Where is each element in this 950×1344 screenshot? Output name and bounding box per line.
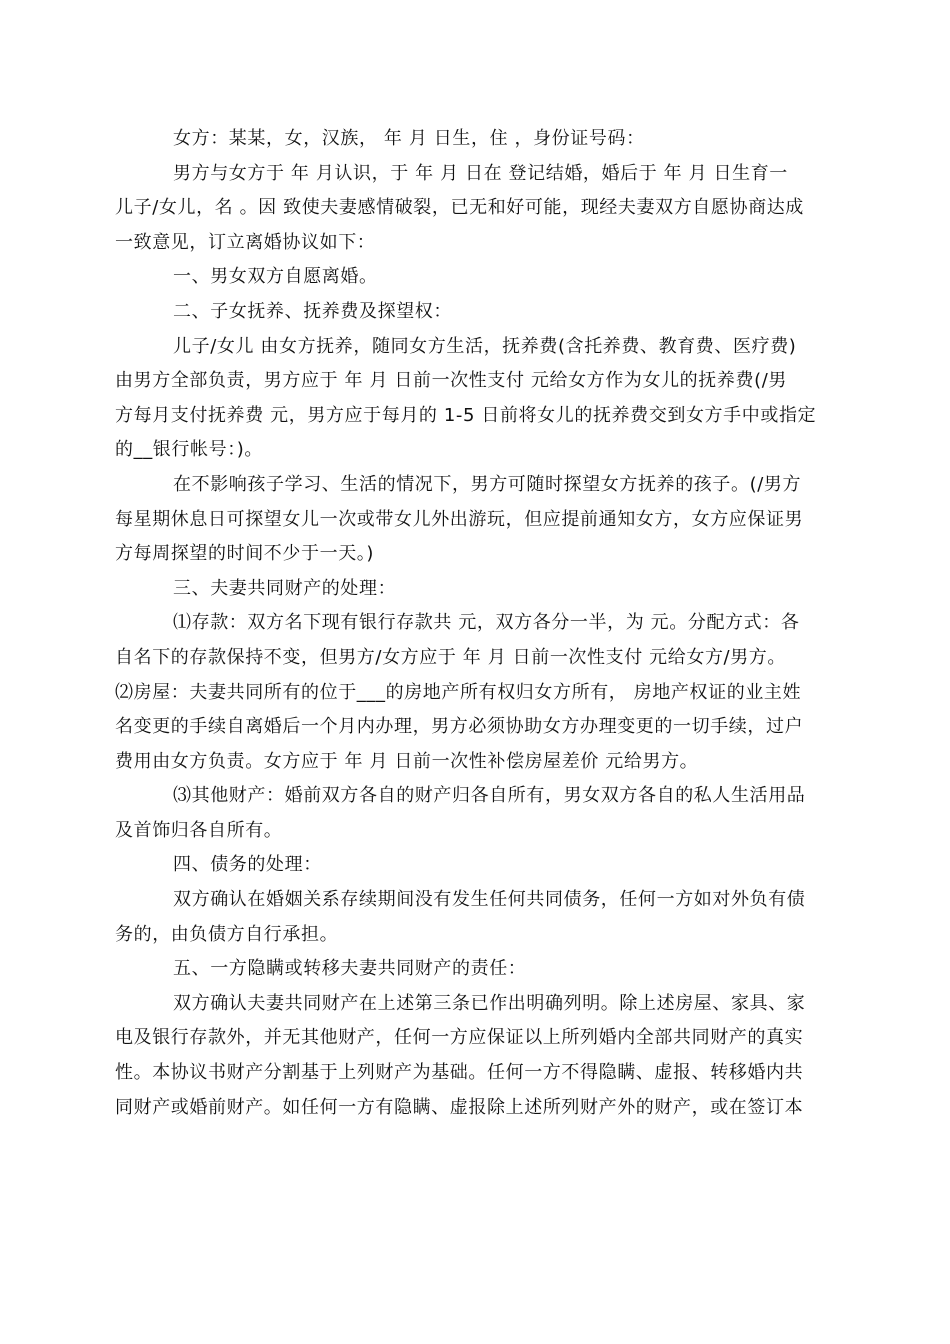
text-line: 及首饰归各自所有。	[115, 819, 283, 841]
text-line: 方每周探望的时间不少于一天。)	[115, 543, 375, 565]
text-line: 男方与女方于 年 月认识，于 年 月 日在 登记结婚，婚后于 年 月 日生育一	[173, 162, 788, 184]
text-line: ⑶其他财产：婚前双方各自的财产归各自所有，男女双方各自的私人生活用品	[173, 785, 806, 807]
paragraph-p9	[115, 676, 835, 780]
text-line: ⑵房屋：夫妻共同所有的位于___的房地产所有权归女方所有， 房地产权证的业主姓	[115, 681, 802, 703]
section-heading: 三、夫妻共同财产的处理：	[173, 577, 397, 599]
text-line: 自名下的存款保持不变，但男方/女方应于 年 月 日前一次性支付 元给女方/男方。	[115, 646, 787, 668]
paragraph-p1	[115, 122, 835, 157]
paragraph-p2	[115, 157, 835, 261]
text-line: 费用由女方负责。女方应于 年 月 日前一次性补偿房屋差价 元给男方。	[115, 750, 699, 772]
paragraph-p11	[115, 848, 835, 883]
text-line: 务的，由负债方自行承担。	[115, 923, 339, 945]
paragraph-p7	[115, 572, 835, 607]
text-line: 一致意见，订立离婚协议如下：	[115, 231, 376, 253]
text-line: ⑴存款：双方名下现有银行存款共 元，双方各分一半，为 元。分配方式：各	[173, 612, 800, 634]
text-line: 双方确认夫妻共同财产在上述第三条已作出明确列明。除上述房屋、家具、家	[173, 992, 806, 1014]
paragraph-p3	[115, 260, 835, 295]
document-body	[115, 122, 835, 1125]
text-line: 的__银行帐号：)。	[115, 439, 264, 461]
text-line: 性。本协议书财产分割基于上列财产为基础。任何一方不得隐瞒、虚报、转移婚内共	[115, 1062, 804, 1084]
paragraph-p13	[115, 952, 835, 987]
section-heading: 四、债务的处理：	[173, 854, 322, 876]
text-line: 电及银行存款外，并无其他财产，任何一方应保证以上所列婚内全部共同财产的真实	[115, 1027, 804, 1049]
text-line: 儿子/女儿，名 。因 致使夫妻感情破裂，已无和好可能，现经夫妻双方自愿协商达成	[115, 197, 804, 219]
paragraph-p6	[115, 468, 835, 572]
text-line: 由男方全部负责，男方应于 年 月 日前一次性支付 元给女方作为女儿的抚养费(/男	[115, 370, 787, 392]
paragraph-p4	[115, 295, 835, 330]
text-line: 同财产或婚前财产。如任何一方有隐瞒、虚报除上述所列财产外的财产，或在签订本	[115, 1096, 804, 1118]
text-line: 名变更的手续自离婚后一个月内办理，男方必须协助女方办理变更的一切手续，过户	[115, 716, 804, 738]
paragraph-p14	[115, 987, 835, 1125]
paragraph-p10	[115, 779, 835, 848]
text-line: 方每月支付抚养费 元，男方应于每月的 1-5 日前将女儿的抚养费交到女方手中或指定	[115, 404, 817, 426]
paragraph-p8	[115, 606, 835, 675]
text-line: 女方：某某，女，汉族， 年 月 日生，住 ，身份证号码：	[173, 128, 645, 149]
section-heading: 五、一方隐瞒或转移夫妻共同财产的责任：	[173, 958, 527, 980]
text-line: 儿子/女儿 由女方抚养，随同女方生活，抚养费(含托养费、教育费、医疗费)	[173, 335, 797, 357]
section-heading: 一、男女双方自愿离婚。	[173, 266, 378, 288]
text-line: 每星期休息日可探望女儿一次或带女儿外出游玩，但应提前通知女方，女方应保证男	[115, 508, 804, 530]
text-line: 双方确认在婚姻关系存续期间没有发生任何共同债务，任何一方如对外负有债	[173, 889, 806, 911]
paragraph-p12	[115, 883, 835, 952]
section-heading: 二、子女抚养、抚养费及探望权：	[173, 300, 452, 322]
text-line: 在不影响孩子学习、生活的情况下，男方可随时探望女方抚养的孩子。(/男方	[173, 473, 802, 495]
paragraph-p5	[115, 330, 835, 468]
